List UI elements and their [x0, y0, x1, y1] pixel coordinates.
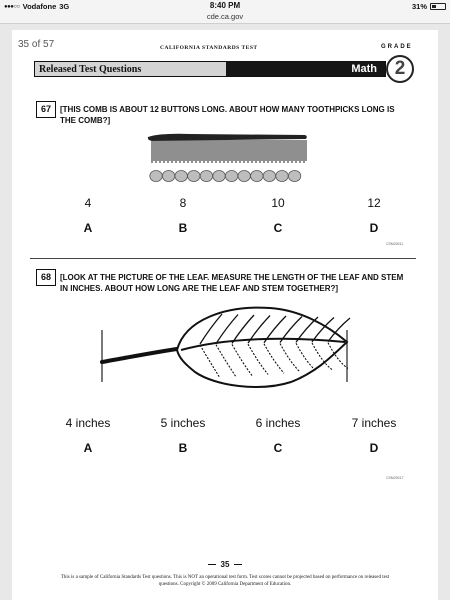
button-icon [150, 171, 162, 182]
choice-letter-a[interactable]: A [83, 221, 93, 235]
battery-percent: 31% [411, 2, 427, 11]
choice-letter-c[interactable]: C [273, 221, 283, 235]
button-icon [213, 171, 225, 182]
section-title: Released Test Questions [35, 62, 226, 76]
item-code: CSM20017 [386, 476, 404, 480]
choice-letter-d[interactable]: D [369, 441, 379, 455]
choice-value-c: 10 [271, 196, 285, 210]
question-divider [30, 258, 416, 259]
question-text: [THIS COMB IS ABOUT 12 BUTTONS LONG. ABOUT HOW MANY TOOTHPICKS LONG IS THE COMB?] [60, 105, 395, 125]
status-right [412, 2, 446, 11]
button-icon [188, 171, 200, 182]
button-icon [162, 171, 174, 182]
comb-illustration [140, 133, 310, 191]
button-icon [225, 171, 237, 182]
comb-teeth [152, 140, 306, 163]
button-icon [263, 171, 275, 182]
button-icon [288, 171, 300, 182]
button-icon [276, 171, 288, 182]
comb-spine [148, 134, 307, 141]
clock: 8:40 PM [209, 1, 241, 10]
question-text: [LOOK AT THE PICTURE OF THE LEAF. MEASURE THE LENGTH OF THE LEAF AND STEM IN INCHES. ABOUT HOW LONG ARE THE LEAF AND STEM TOGETHER?] [60, 273, 404, 293]
leaf-blade [177, 308, 347, 387]
choice-value-b: 5 inches [160, 416, 206, 430]
grade-number: 2 [386, 55, 414, 83]
choice-value-c: 6 inches [255, 416, 301, 430]
button-icon [200, 171, 212, 182]
carrier-name: Vodafone [22, 2, 57, 11]
choice-letter-b[interactable]: B [178, 441, 188, 455]
test-title: CALIFORNIA STANDARDS TEST [160, 45, 258, 51]
choice-letter-a[interactable]: A [83, 441, 93, 455]
item-code: CSM20011 [386, 242, 404, 246]
choice-value-d: 12 [367, 196, 381, 210]
choice-value-a: 4 [84, 196, 92, 210]
question-number: 67 [36, 101, 56, 118]
url-bar[interactable]: cde.ca.gov [0, 12, 450, 24]
choice-letter-c[interactable]: C [273, 441, 283, 455]
footer-note: This is a sample of California Standards Test questions. This is NOT an operational test form. Test scores cannot be projected based on performance on released test questions. Copyright © 2009 California Department of Education. [60, 575, 390, 587]
button-icon [175, 171, 187, 182]
button-row [150, 171, 301, 182]
status-bar [0, 0, 450, 12]
leaf-stem [102, 348, 183, 362]
leaf-illustration [95, 300, 355, 392]
signal-dots-icon: ●●●○○ [4, 3, 20, 10]
button-icon [238, 171, 250, 182]
choice-letter-d[interactable]: D [369, 221, 379, 235]
choice-value-a: 4 inches [65, 416, 111, 430]
button-icon [251, 171, 263, 182]
grade-label: GRADE [381, 44, 413, 50]
section-header [34, 61, 386, 77]
battery-icon [430, 3, 446, 10]
choice-value-b: 8 [179, 196, 187, 210]
page-indicator: 35 of 57 [18, 39, 55, 50]
subject-title: Math [226, 62, 385, 76]
network-type: 3G [59, 2, 70, 11]
question-number: 68 [36, 269, 56, 286]
page-number: 35 [0, 560, 450, 569]
choice-letter-b[interactable]: B [178, 221, 188, 235]
choice-value-d: 7 inches [351, 416, 397, 430]
